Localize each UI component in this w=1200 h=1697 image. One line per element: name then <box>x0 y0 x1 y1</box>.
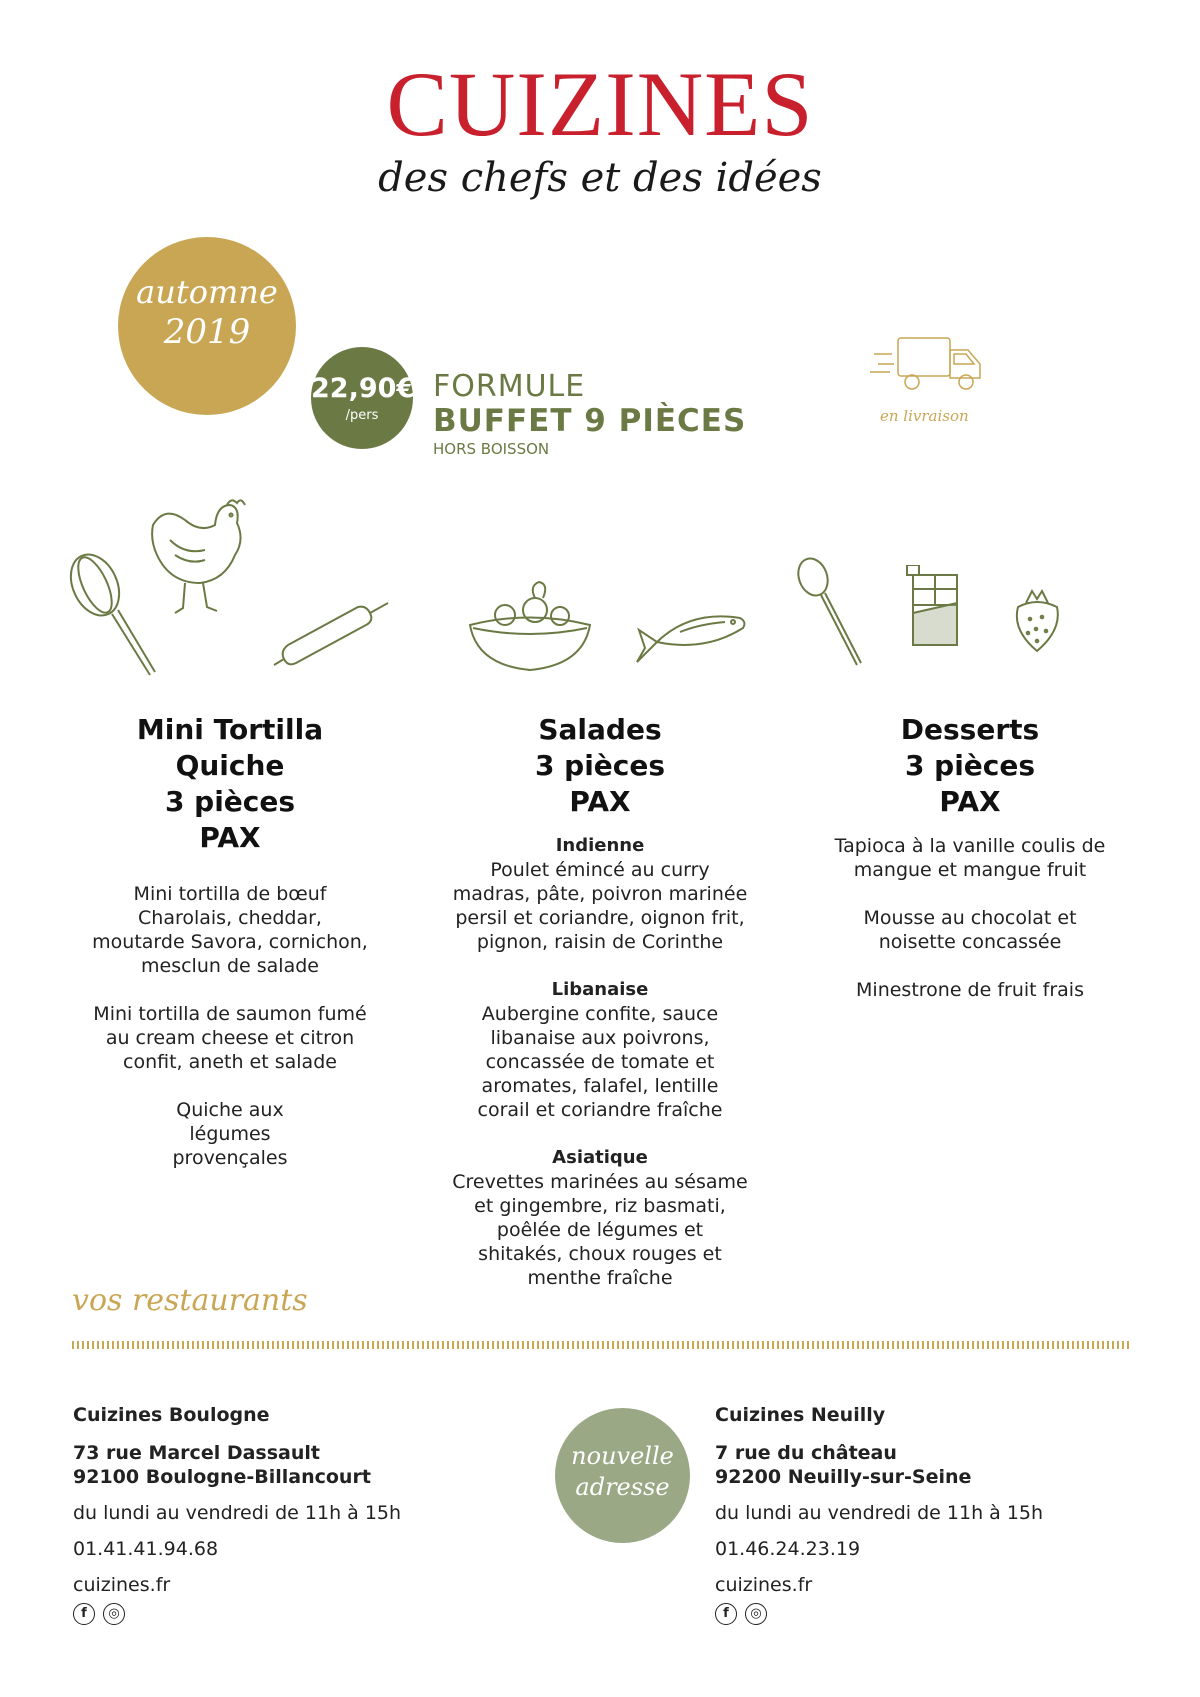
fish-icon <box>635 600 750 670</box>
menu-item: Minestrone de fruit frais <box>856 979 1084 1001</box>
new-address-badge: nouvelle adresse <box>555 1408 690 1543</box>
instagram-icon[interactable]: ◎ <box>103 1603 125 1625</box>
brand-logo: CUIZINES <box>386 53 814 155</box>
menu-column-desserts <box>790 712 1150 1026</box>
formule-note: HORS BOISSON <box>433 440 550 458</box>
menu-column-tortilla <box>50 712 410 1194</box>
restaurant-phone[interactable]: 01.46.24.23.19 <box>715 1538 861 1560</box>
strawberry-icon <box>1010 585 1065 655</box>
restaurant-boulogne <box>73 1403 493 1625</box>
menu-column-salades <box>420 712 780 1314</box>
menu-item: Mini tortilla de saumon fumé au cream cheese et citron confit, aneth et salade <box>93 1003 367 1073</box>
salad-bowl-icon <box>465 580 595 680</box>
menu-item: Mousse au chocolat et noisette concassée <box>863 907 1077 953</box>
formule-label: FORMULE <box>433 369 586 404</box>
menu-item: Tapioca à la vanille coulis de mangue et mangue fruit <box>834 835 1106 881</box>
season-badge <box>118 237 296 415</box>
tagline: des chefs et des idées <box>378 155 822 201</box>
facebook-icon[interactable]: f <box>73 1603 95 1625</box>
restaurant-website[interactable]: cuizines.fr <box>715 1574 813 1596</box>
menu-item <box>420 834 780 954</box>
item-desc: Aubergine confite, sauce libanaise aux poivrons, concassée de tomate et aromates, falafel, lentille corail et coriandre fraîche <box>477 1003 723 1121</box>
restaurant-website[interactable]: cuizines.fr <box>73 1574 171 1596</box>
dotted-divider <box>72 1341 1132 1349</box>
restaurant-hours: du lundi au vendredi de 11h à 15h <box>73 1502 402 1524</box>
item-name: Libanaise <box>551 979 649 1000</box>
facebook-icon[interactable]: f <box>715 1603 737 1625</box>
chocolate-bar-icon <box>905 565 965 655</box>
price-badge <box>311 347 416 449</box>
column-title: Salades 3 pièces PAX <box>534 713 666 818</box>
item-name: Asiatique <box>552 1147 648 1168</box>
restaurant-name: Cuizines Neuilly <box>715 1404 886 1426</box>
season-label: automne <box>136 273 278 311</box>
restaurant-name: Cuizines Boulogne <box>73 1404 270 1426</box>
restaurants-heading: vos restaurants <box>72 1283 308 1318</box>
delivery-label: en livraison <box>880 407 969 425</box>
item-desc: Poulet émincé au curry madras, pâte, poivron marinée persil et coriandre, oignon frit, pignon, raisin de Corinthe <box>452 859 748 953</box>
item-desc: Crevettes marinées au sésame et gingembre, riz basmati, poêlée de légumes et shitakés, choux rouges et menthe fraîche <box>452 1171 748 1289</box>
menu-item <box>420 1146 780 1290</box>
restaurant-neuilly <box>715 1403 1135 1625</box>
restaurant-address: 73 rue Marcel Dassault 92100 Boulogne-Billancourt <box>73 1442 371 1488</box>
menu-item: Mini tortilla de bœuf Charolais, cheddar, moutarde Savora, cornichon, mesclun de salade <box>92 883 368 977</box>
menu-item: Quiche aux légumes provençales <box>172 1099 288 1169</box>
item-name: Indienne <box>555 835 645 856</box>
rolling-pin-icon <box>270 595 395 670</box>
price-unit: /pers <box>345 408 379 423</box>
column-title: Desserts 3 pièces PAX <box>900 713 1040 818</box>
delivery-truck-icon <box>870 332 990 402</box>
formule-title: BUFFET 9 PIÈCES <box>433 403 747 439</box>
restaurant-hours: du lundi au vendredi de 11h à 15h <box>715 1502 1044 1524</box>
restaurant-address: 7 rue du château 92200 Neuilly-sur-Seine <box>715 1442 972 1488</box>
instagram-icon[interactable]: ◎ <box>745 1603 767 1625</box>
season-year: 2019 <box>163 312 251 353</box>
column-title: Mini Tortilla Quiche 3 pièces PAX <box>136 713 324 854</box>
restaurant-phone[interactable]: 01.41.41.94.68 <box>73 1538 219 1560</box>
chicken-icon <box>145 495 250 620</box>
spoon-icon <box>795 555 865 670</box>
price-amount: 22,90€ <box>311 373 416 404</box>
menu-item <box>420 978 780 1122</box>
